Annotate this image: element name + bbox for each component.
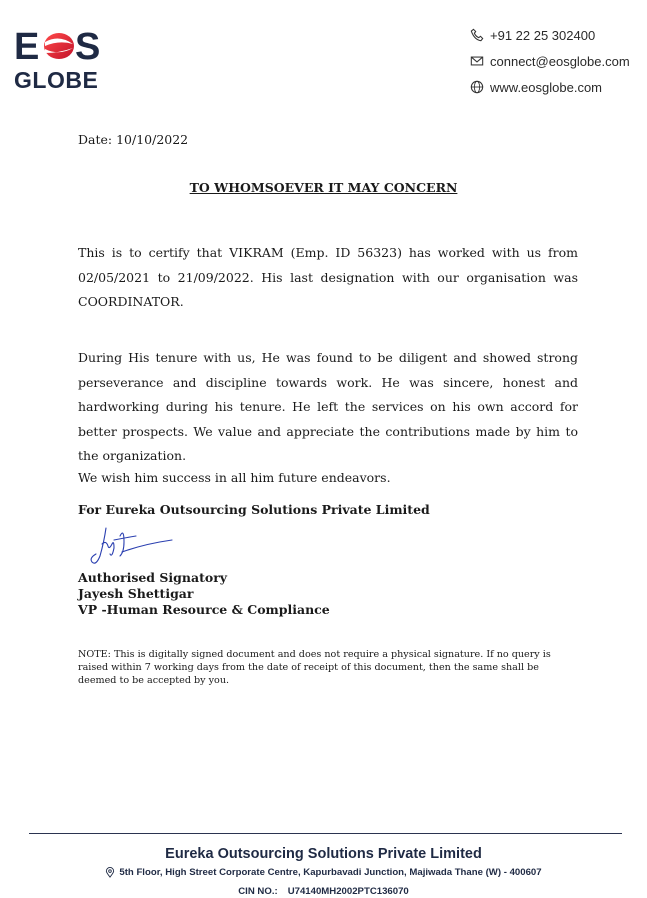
letter-paragraph-3: We wish him success in all him future endeavors. — [78, 470, 391, 485]
eos-globe-logo — [14, 22, 124, 92]
logo-o-mark — [44, 33, 74, 59]
phone-icon — [470, 28, 484, 42]
signatory-designation: VP -Human Resource & Compliance — [78, 602, 330, 617]
footer-address-text: 5th Floor, High Street Corporate Centre, Kapurbavadi Junction, Majiwada Thane (W) - 400607 — [119, 867, 542, 878]
letter-paragraph-1: This is to certify that VIKRAM (Emp. ID 56323) has worked with us from 02/05/2021 to 21/09/2022. His last designation with our organisation was COORDINATOR. — [78, 245, 578, 309]
contact-phone-row — [470, 22, 630, 48]
signatory-name: Jayesh Shettigar — [78, 586, 194, 601]
logo-globe-text: GLOBE — [14, 67, 99, 92]
footer-company-name: Eureka Outsourcing Solutions Private Limited — [165, 846, 482, 862]
footer-cin-label: CIN NO.: — [238, 886, 278, 897]
letter-paragraph-2: During His tenure with us, He was found to be diligent and showed strong perseverance and discipline towards work. He was sincere, honest and hardworking during his tenure. He left the services on his own accord for better prospects. We value and appreciate the contributions made by him to the organization. — [78, 350, 578, 463]
signature-image — [84, 522, 184, 570]
for-company-line: For Eureka Outsourcing Solutions Private Limited — [78, 502, 430, 517]
contact-website-row — [470, 74, 630, 100]
contact-block — [470, 22, 630, 100]
signatory-block — [78, 570, 330, 618]
disclaimer-note: NOTE: This is digitally signed document and does not require a physical signature. If no query is raised within 7 working days from the date of receipt of this document, then the same shall be deemed to be accepted by you. — [78, 649, 551, 686]
footer-divider — [29, 833, 622, 834]
footer-address — [0, 867, 647, 878]
mail-icon — [470, 54, 484, 68]
letter-date: Date: 10/10/2022 — [78, 132, 189, 147]
contact-email-row — [470, 48, 630, 74]
letter-subject: TO WHOMSOEVER IT MAY CONCERN — [189, 180, 458, 195]
logo-e-letter: E — [14, 26, 40, 68]
contact-phone[interactable]: +91 22 25 302400 — [490, 27, 596, 43]
contact-website[interactable]: www.eosglobe.com — [490, 79, 602, 95]
signatory-title: Authorised Signatory — [78, 570, 228, 585]
contact-email[interactable]: connect@eosglobe.com — [490, 53, 630, 69]
footer-cin-value: U74140MH2002PTC136070 — [287, 886, 409, 897]
location-pin-icon — [105, 867, 115, 878]
globe-icon — [470, 80, 484, 94]
logo-s-letter: S — [75, 26, 101, 68]
footer-cin — [0, 886, 647, 897]
